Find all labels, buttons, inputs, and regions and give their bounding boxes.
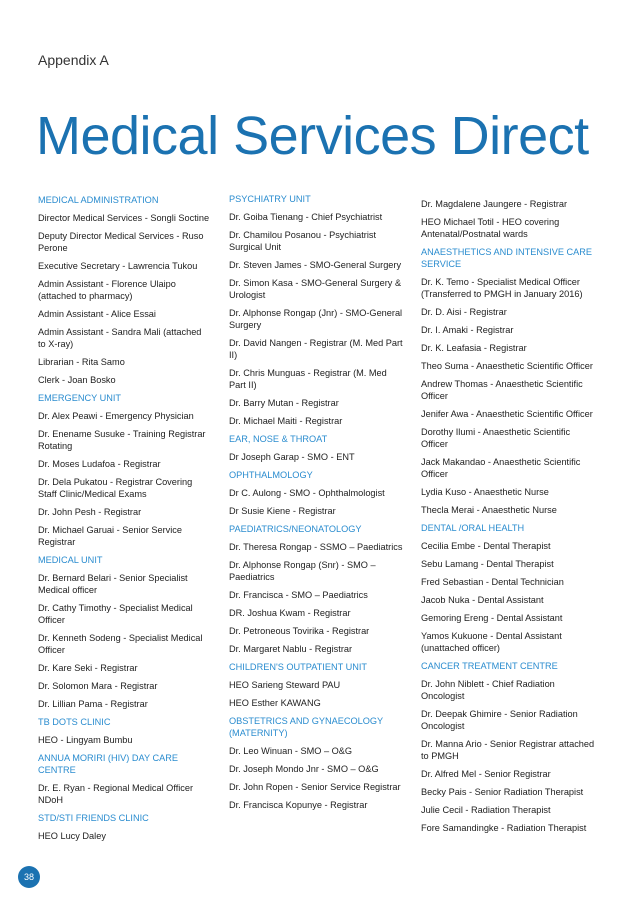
directory-entry: Lydia Kuso - Anaesthetic Nurse (421, 487, 549, 497)
directory-entry: Jacob Nuka - Dental Assistant (421, 595, 544, 605)
section-heading: EAR, NOSE & THROAT (229, 434, 328, 444)
directory-entry: Director Medical Services - Songli Soctine (38, 213, 210, 223)
directory-entry: Dr. Alphonse Rongap (Snr) - SMO – Paediatrics (229, 560, 376, 582)
directory-entry: Dr. John Ropen - Senior Service Registrar (229, 782, 401, 792)
section-heading: OBSTETRICS AND GYNAECOLOGY (MATERNITY) (229, 716, 384, 738)
directory-column-2 (229, 193, 405, 817)
directory-entry: Fred Sebastian - Dental Technician (421, 577, 564, 587)
directory-entry: Dr C. Aulong - SMO - Ophthalmologist (229, 488, 385, 498)
directory-entry: Dr. Michael Maiti - Registrar (229, 416, 343, 426)
section-heading: EMERGENCY UNIT (38, 393, 122, 403)
directory-entry: Jenifer Awa - Anaesthetic Scientific Officer (421, 409, 593, 419)
directory-entry: Dr. Theresa Rongap - SSMO – Paediatrics (229, 542, 403, 552)
directory-entry: Dr. John Niblett - Chief Radiation Oncologist (421, 679, 555, 701)
directory-entry: Dr. Lillian Pama - Registrar (38, 699, 148, 709)
directory-entry: Dr. Bernard Belari - Senior Specialist Medical officer (38, 573, 188, 595)
appendix-label: Appendix A (38, 52, 109, 68)
directory-entry: HEO Esther KAWANG (229, 698, 321, 708)
directory-entry: Dr. Dela Pukatou - Registrar Covering Staff Clinic/Medical Exams (38, 477, 193, 499)
directory-entry: Admin Assistant - Alice Essai (38, 309, 156, 319)
directory-entry: Dr. Leo Winuan - SMO – O&G (229, 746, 353, 756)
section-heading: MEDICAL ADMINISTRATION (38, 195, 159, 205)
directory-entry: Dr. E. Ryan - Regional Medical Officer NDoH (38, 783, 194, 805)
directory-entry: Dr. Joseph Mondo Jnr - SMO – O&G (229, 764, 379, 774)
directory-entry: Dr. Magdalene Jaungere - Registrar (421, 199, 568, 209)
section-heading: CHILDREN'S OUTPATIENT UNIT (229, 662, 368, 672)
directory-column-1 (38, 194, 210, 848)
directory-entry: Sebu Lamang - Dental Therapist (421, 559, 554, 569)
directory-entry: Dr. Manna Ario - Senior Registrar attached to PMGH (421, 739, 595, 761)
directory-entry: Dr. D. Aisi - Registrar (421, 307, 507, 317)
directory-entry: HEO Lucy Daley (38, 831, 106, 841)
section-heading: CANCER TREATMENT CENTRE (421, 661, 558, 671)
directory-entry: Dr. Petroneous Tovirika - Registrar (229, 626, 370, 636)
section-heading: PSYCHIATRY UNIT (229, 194, 311, 204)
directory-entry: Dr Susie Kiene - Registrar (229, 506, 336, 516)
directory-entry: Dr. I. Amaki - Registrar (421, 325, 514, 335)
directory-entry: Executive Secretary - Lawrencia Tukou (38, 261, 198, 271)
directory-entry: Dr. Francisca Kopunye - Registrar (229, 800, 368, 810)
directory-entry: Cecilia Embe - Dental Therapist (421, 541, 551, 551)
directory-entry: Dr. Alfred Mel - Senior Registrar (421, 769, 551, 779)
directory-entry: HEO Michael Totil - HEO covering Antenatal/Postnatal wards (421, 217, 560, 239)
directory-entry: Dr. K. Temo - Specialist Medical Officer (Transferred to PMGH in January 2016) (421, 277, 583, 299)
directory-column-3 (421, 198, 599, 840)
directory-entry: Yamos Kukuone - Dental Assistant (unattached officer) (421, 631, 562, 653)
section-heading: STD/STI FRIENDS CLINIC (38, 813, 149, 823)
directory-entry: Dr. Francisca - SMO – Paediatrics (229, 590, 368, 600)
directory-entry: Dr. John Pesh - Registrar (38, 507, 142, 517)
directory-entry: Dr. Barry Mutan - Registrar (229, 398, 339, 408)
directory-entry: Fore Samandingke - Radiation Therapist (421, 823, 587, 833)
directory-entry: Dr. Simon Kasa - SMO-General Surgery & Urologist (229, 278, 402, 300)
directory-entry: Julie Cecil - Radiation Therapist (421, 805, 551, 815)
section-heading: MEDICAL UNIT (38, 555, 103, 565)
directory-entry: Dorothy Ilumi - Anaesthetic Scientific Officer (421, 427, 571, 449)
directory-entry: Theo Suma - Anaesthetic Scientific Officer (421, 361, 593, 371)
directory-entry: HEO - Lingyam Bumbu (38, 735, 133, 745)
directory-entry: Dr. Margaret Nablu - Registrar (229, 644, 353, 654)
directory-entry: Thecla Merai - Anaesthetic Nurse (421, 505, 557, 515)
directory-entry: Becky Pais - Senior Radiation Therapist (421, 787, 584, 797)
directory-entry: HEO Sarieng Steward PAU (229, 680, 341, 690)
page-title: Medical Services Direct (36, 106, 589, 166)
directory-entry: Dr. Alex Peawi - Emergency Physician (38, 411, 194, 421)
directory-entry: Dr. Enename Susuke - Training Registrar Rotating (38, 429, 206, 451)
directory-entry: Dr. Cathy Timothy - Specialist Medical Officer (38, 603, 193, 625)
directory-entry: Dr. Chris Munguas - Registrar (M. Med Part II) (229, 368, 387, 390)
section-heading: OPHTHALMOLOGY (229, 470, 313, 480)
directory-entry: Jack Makandao - Anaesthetic Scientific Officer (421, 457, 581, 479)
directory-entry: Andrew Thomas - Anaesthetic Scientific Officer (421, 379, 583, 401)
directory-entry: Gemoring Ereng - Dental Assistant (421, 613, 563, 623)
directory-entry: Dr. Michael Garuai - Senior Service Registrar (38, 525, 182, 547)
directory-entry: Deputy Director Medical Services - Ruso Perone (38, 231, 204, 253)
directory-entry: Dr Joseph Garap - SMO - ENT (229, 452, 355, 462)
section-heading: ANNUA MORIRI (HIV) DAY CARE CENTRE (38, 753, 179, 775)
directory-entry: Admin Assistant - Florence Ulaipo (attached to pharmacy) (38, 279, 176, 301)
directory-entry: Dr. Goiba Tienang - Chief Psychiatrist (229, 212, 383, 222)
directory-entry: Dr. Deepak Ghimire - Senior Radiation Oncologist (421, 709, 578, 731)
directory-entry: Dr. Chamilou Posanou - Psychiatrist Surgical Unit (229, 230, 377, 252)
directory-entry: Dr. Kare Seki - Registrar (38, 663, 138, 673)
section-heading: PAEDIATRICS/NEONATOLOGY (229, 524, 362, 534)
section-heading: DENTAL /ORAL HEALTH (421, 523, 525, 533)
directory-entry: Dr. Kenneth Sodeng - Specialist Medical Officer (38, 633, 203, 655)
section-heading: TB DOTS CLINIC (38, 717, 111, 727)
directory-entry: Admin Assistant - Sandra Mali (attached to X-ray) (38, 327, 202, 349)
directory-entry: DR. Joshua Kwam - Registrar (229, 608, 351, 618)
directory-entry: Dr. Solomon Mara - Registrar (38, 681, 158, 691)
directory-entry: Dr. David Nangen - Registrar (M. Med Part II) (229, 338, 403, 360)
directory-entry: Librarian - Rita Samo (38, 357, 125, 367)
directory-entry: Dr. Alphonse Rongap (Jnr) - SMO-General Surgery (229, 308, 403, 330)
directory-entry: Dr. Steven James - SMO-General Surgery (229, 260, 402, 270)
directory-entry: Dr. Moses Ludafoa - Registrar (38, 459, 161, 469)
page-number-badge: 38 (18, 866, 40, 888)
directory-entry: Clerk - Joan Bosko (38, 375, 116, 385)
directory-entry: Dr. K. Leafasia - Registrar (421, 343, 527, 353)
section-heading: ANAESTHETICS AND INTENSIVE CARE SERVICE (421, 247, 593, 269)
